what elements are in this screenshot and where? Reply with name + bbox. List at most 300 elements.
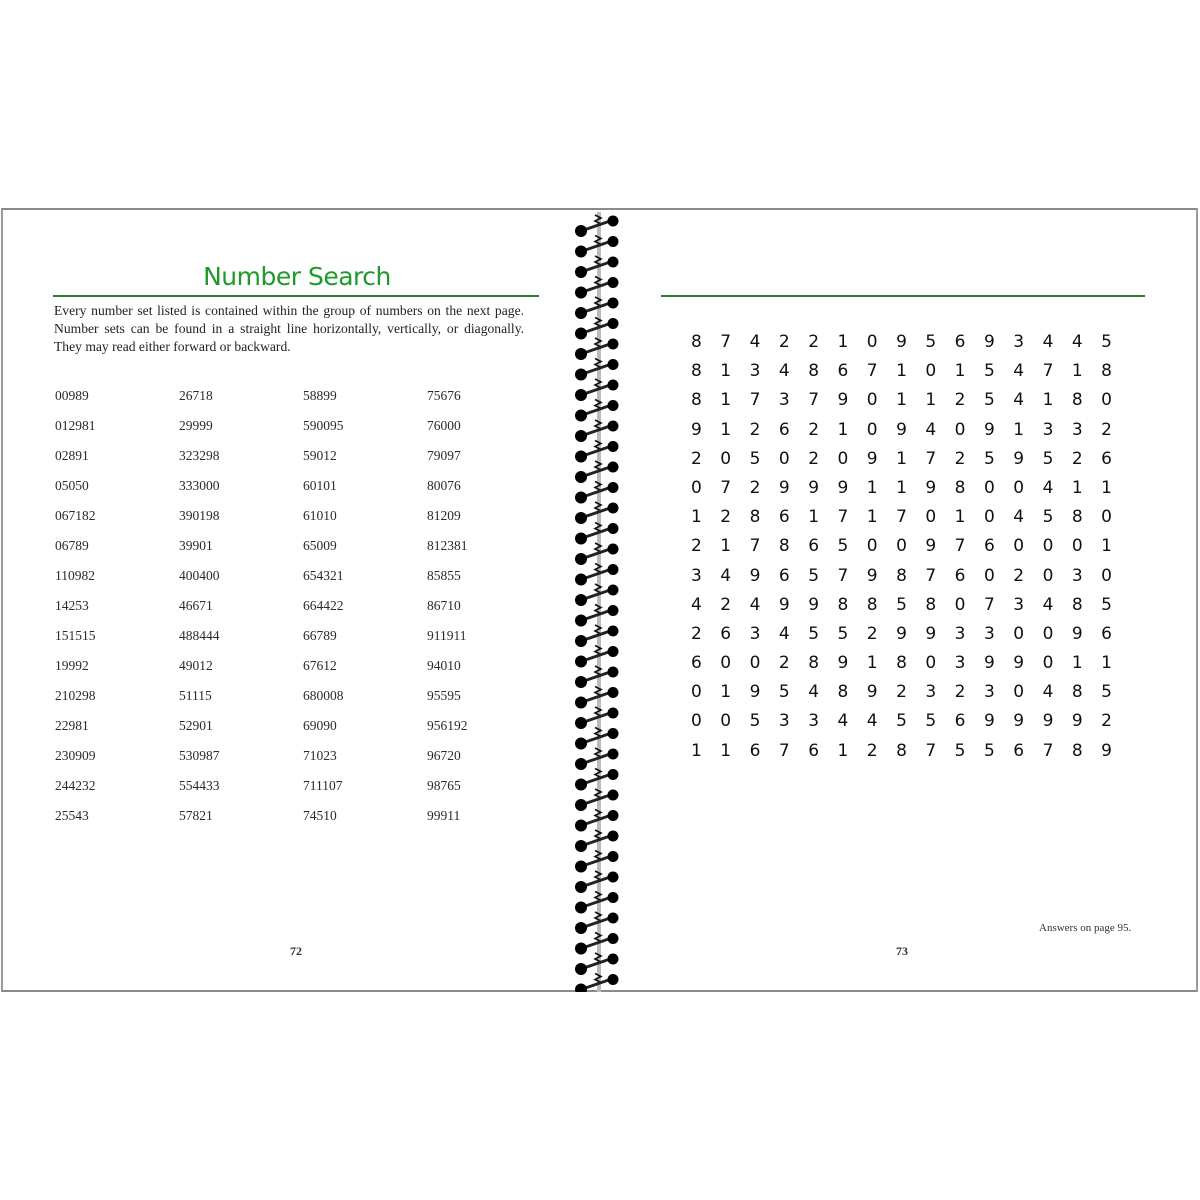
grid-digit: 2 xyxy=(1013,565,1025,586)
grid-digit: 6 xyxy=(778,507,790,528)
number-set: 654321 xyxy=(303,568,344,583)
grid-digit: 1 xyxy=(954,507,966,528)
spiral-coil xyxy=(575,564,619,586)
grid-digit: 8 xyxy=(1101,361,1112,382)
spiral-coil xyxy=(575,707,619,729)
number-set: 02891 xyxy=(55,448,89,463)
number-set: 012981 xyxy=(55,418,96,433)
header-rule xyxy=(661,295,1145,297)
grid-digit: 4 xyxy=(837,711,849,732)
grid-digit: 8 xyxy=(1071,740,1083,761)
instructions: Every number set listed is contained within the group of numbers on the next page. Number sets can be found in a straight line horizontally, vertically, or diagonally. They may read either forward or backward. xyxy=(54,303,524,354)
number-set: 80076 xyxy=(427,478,461,493)
number-set: 95595 xyxy=(427,688,461,703)
grid-digit: 3 xyxy=(1071,419,1083,440)
grid-digit: 1 xyxy=(720,390,732,411)
number-set: 99911 xyxy=(427,808,461,823)
spiral-coil xyxy=(575,810,619,832)
number-set: 65009 xyxy=(303,538,337,553)
spiral-binding xyxy=(565,212,625,992)
number-set: 00989 xyxy=(55,388,89,403)
grid-digit: 3 xyxy=(1071,565,1083,586)
grid-digit: 0 xyxy=(896,536,907,557)
grid-digit: 7 xyxy=(1042,740,1054,761)
grid-digit: 1 xyxy=(720,419,732,440)
grid-digit: 4 xyxy=(1013,361,1025,382)
grid-digit: 1 xyxy=(1013,419,1025,440)
grid-digit: 8 xyxy=(1071,594,1083,615)
grid-digit: 2 xyxy=(808,448,820,469)
grid-digit: 3 xyxy=(778,711,790,732)
grid-digit: 2 xyxy=(808,419,820,440)
grid-digit: 3 xyxy=(983,623,995,644)
grid-digit: 0 xyxy=(925,653,937,674)
spiral-coil xyxy=(575,933,619,955)
grid-digit: 9 xyxy=(896,623,907,644)
grid-digit: 9 xyxy=(896,332,907,352)
grid-digit: 0 xyxy=(1042,536,1054,557)
grid-digit: 0 xyxy=(1042,623,1054,644)
grid-digit: 8 xyxy=(896,565,907,586)
grid-digit: 7 xyxy=(808,390,820,411)
grid-digit: 9 xyxy=(896,419,907,440)
grid-digit: 1 xyxy=(954,361,966,382)
number-set: 74510 xyxy=(303,808,337,823)
number-set: 86710 xyxy=(427,598,461,613)
number-set: 711107 xyxy=(303,778,343,793)
number-set: 19992 xyxy=(55,658,89,673)
grid-digit: 3 xyxy=(749,361,761,382)
grid-digit: 1 xyxy=(1101,653,1112,674)
number-set: 75676 xyxy=(427,388,461,403)
grid-digit: 7 xyxy=(896,507,907,528)
grid-digit: 6 xyxy=(954,711,966,732)
grid-digit: 2 xyxy=(1101,711,1112,732)
spiral-coil xyxy=(575,543,619,565)
grid-digit: 5 xyxy=(808,565,820,586)
grid-digit: 1 xyxy=(896,448,907,469)
grid-digit: 0 xyxy=(1042,653,1054,674)
grid-digit: 1 xyxy=(837,419,849,440)
title-rule xyxy=(53,295,539,297)
grid-digit: 7 xyxy=(778,740,790,761)
grid-digit: 8 xyxy=(896,653,907,674)
number-set: 58899 xyxy=(303,388,337,403)
grid-digit: 1 xyxy=(1071,653,1083,674)
grid-digit: 0 xyxy=(866,332,878,352)
grid-digit: 2 xyxy=(866,623,878,644)
spiral-coil xyxy=(575,584,619,606)
spiral-coil xyxy=(575,379,619,401)
grid-digit: 3 xyxy=(954,653,966,674)
number-set: 60101 xyxy=(303,478,337,493)
grid-digit: 5 xyxy=(1101,682,1112,703)
grid-digit: 0 xyxy=(1013,536,1025,557)
grid-digit: 7 xyxy=(720,332,732,352)
number-set: 333000 xyxy=(179,478,220,493)
grid-digit: 4 xyxy=(1042,332,1054,352)
grid-digit: 9 xyxy=(983,711,995,732)
number-set: 230909 xyxy=(55,748,96,763)
grid-digit: 5 xyxy=(749,448,761,469)
grid-digit: 6 xyxy=(1013,740,1025,761)
grid-digit: 3 xyxy=(1013,332,1025,352)
number-set: 911911 xyxy=(427,628,467,643)
grid-digit: 0 xyxy=(925,507,937,528)
page-number: 73 xyxy=(896,944,908,958)
grid-digit: 1 xyxy=(1042,390,1054,411)
grid-digit: 9 xyxy=(837,390,849,411)
grid-digit: 7 xyxy=(983,594,995,615)
number-set: 81209 xyxy=(427,508,461,523)
number-set: 59012 xyxy=(303,448,337,463)
grid-digit: 8 xyxy=(1071,507,1083,528)
number-set: 66789 xyxy=(303,628,337,643)
number-set: 61010 xyxy=(303,508,337,523)
spiral-coil xyxy=(575,236,619,258)
grid-digit: 5 xyxy=(925,332,937,352)
grid-digit: 8 xyxy=(691,361,702,382)
grid-digit: 9 xyxy=(1101,740,1112,761)
grid-digit: 9 xyxy=(866,682,878,703)
grid-digit: 8 xyxy=(925,594,937,615)
grid-digit: 1 xyxy=(691,507,702,528)
number-set: 22981 xyxy=(55,718,89,733)
number-set: 67612 xyxy=(303,658,337,673)
grid-digit: 4 xyxy=(866,711,878,732)
grid-digit: 1 xyxy=(720,682,732,703)
grid-digit: 9 xyxy=(1013,711,1025,732)
grid-digit: 0 xyxy=(866,536,878,557)
grid-digit: 7 xyxy=(837,507,849,528)
grid-digit: 0 xyxy=(691,682,702,703)
grid-digit: 0 xyxy=(954,594,966,615)
number-set: 06789 xyxy=(55,538,89,553)
grid-digit: 6 xyxy=(749,740,761,761)
spiral-coil xyxy=(575,851,619,873)
spiral-coil xyxy=(575,871,619,893)
grid-digit: 0 xyxy=(1013,477,1025,498)
grid-digit: 5 xyxy=(983,361,995,382)
spiral-coil xyxy=(575,338,619,360)
grid-digit: 1 xyxy=(808,507,820,528)
grid-digit: 9 xyxy=(1071,711,1083,732)
grid-digit: 9 xyxy=(808,477,820,498)
grid-digit: 2 xyxy=(896,682,907,703)
right-page xyxy=(613,210,1200,990)
grid-digit: 2 xyxy=(720,594,732,615)
grid-digit: 1 xyxy=(1101,536,1112,557)
grid-digit: 7 xyxy=(1042,361,1054,382)
grid-digit: 4 xyxy=(1013,390,1025,411)
spiral-coil xyxy=(575,297,619,319)
grid-digit: 9 xyxy=(1071,623,1083,644)
number-set: 244232 xyxy=(55,778,96,793)
grid-digit: 5 xyxy=(925,711,937,732)
number-set: 067182 xyxy=(55,508,96,523)
grid-digit: 4 xyxy=(925,419,937,440)
grid-digit: 2 xyxy=(778,332,790,352)
spiral-coil xyxy=(575,441,619,463)
grid-digit: 2 xyxy=(778,653,790,674)
grid-digit: 0 xyxy=(1013,623,1025,644)
grid-digit: 9 xyxy=(866,448,878,469)
grid-digit: 0 xyxy=(954,419,966,440)
number-set: 323298 xyxy=(179,448,220,463)
number-set: 51115 xyxy=(179,688,212,703)
grid-digit: 9 xyxy=(1013,448,1025,469)
spiral-coil xyxy=(575,666,619,688)
number-set: 110982 xyxy=(55,568,95,583)
number-set: 664422 xyxy=(303,598,344,613)
grid-digit: 3 xyxy=(749,623,761,644)
number-grid xyxy=(691,332,1130,770)
grid-digit: 3 xyxy=(983,682,995,703)
grid-digit: 0 xyxy=(1101,565,1112,586)
number-set: 390198 xyxy=(179,508,220,523)
grid-digit: 7 xyxy=(749,390,761,411)
grid-digit: 1 xyxy=(866,653,878,674)
grid-digit: 2 xyxy=(866,740,878,761)
grid-digit: 0 xyxy=(866,390,878,411)
grid-digit: 5 xyxy=(749,711,761,732)
left-page xyxy=(3,210,583,990)
grid-digit: 0 xyxy=(925,361,937,382)
spiral-coil xyxy=(575,420,619,442)
spiral-coil xyxy=(575,502,619,524)
grid-digit: 9 xyxy=(691,419,702,440)
grid-digit: 8 xyxy=(808,361,820,382)
grid-digit: 2 xyxy=(749,477,761,498)
grid-digit: 8 xyxy=(837,682,849,703)
grid-digit: 0 xyxy=(778,448,790,469)
grid-digit: 6 xyxy=(808,536,820,557)
number-set-list xyxy=(55,388,535,838)
grid-digit: 7 xyxy=(837,565,849,586)
spiral-coil xyxy=(575,687,619,709)
grid-digit: 8 xyxy=(691,390,702,411)
grid-digit: 0 xyxy=(866,419,878,440)
number-set: 812381 xyxy=(427,538,468,553)
grid-digit: 5 xyxy=(896,711,907,732)
grid-digit: 5 xyxy=(837,623,849,644)
number-set: 488444 xyxy=(179,628,220,643)
grid-digit: 9 xyxy=(925,536,937,557)
number-set: 680008 xyxy=(303,688,344,703)
grid-digit: 9 xyxy=(778,477,790,498)
spiral-coil xyxy=(575,830,619,852)
grid-digit: 0 xyxy=(720,653,732,674)
grid-digit: 6 xyxy=(1101,623,1112,644)
grid-digit: 1 xyxy=(720,536,732,557)
grid-digit: 7 xyxy=(925,565,937,586)
grid-digit: 5 xyxy=(983,448,995,469)
number-set: 26718 xyxy=(179,388,213,403)
grid-digit: 0 xyxy=(720,448,732,469)
number-set: 590095 xyxy=(303,418,344,433)
grid-digit: 2 xyxy=(691,536,702,557)
grid-digit: 1 xyxy=(896,390,907,411)
spiral-coil xyxy=(575,974,619,993)
grid-digit: 8 xyxy=(1071,682,1083,703)
number-set: 210298 xyxy=(55,688,96,703)
grid-digit: 3 xyxy=(925,682,937,703)
grid-digit: 9 xyxy=(837,653,849,674)
number-set: 956192 xyxy=(427,718,468,733)
grid-digit: 6 xyxy=(983,536,995,557)
grid-digit: 5 xyxy=(808,623,820,644)
grid-digit: 1 xyxy=(691,740,702,761)
grid-digit: 2 xyxy=(1071,448,1083,469)
grid-digit: 4 xyxy=(1042,477,1054,498)
grid-digit: 9 xyxy=(749,565,761,586)
grid-digit: 8 xyxy=(954,477,966,498)
grid-digit: 4 xyxy=(1013,507,1025,528)
grid-digit: 4 xyxy=(749,332,761,352)
grid-digit: 5 xyxy=(983,390,995,411)
grid-digit: 0 xyxy=(1042,565,1054,586)
number-set: 14253 xyxy=(55,598,89,613)
grid-digit: 7 xyxy=(925,448,937,469)
grid-digit: 0 xyxy=(1101,390,1112,411)
grid-digit: 7 xyxy=(720,477,732,498)
grid-digit: 3 xyxy=(1042,419,1054,440)
grid-digit: 6 xyxy=(837,361,849,382)
number-set: 151515 xyxy=(55,628,96,643)
grid-digit: 7 xyxy=(866,361,878,382)
number-set: 71023 xyxy=(303,748,337,763)
grid-digit: 1 xyxy=(720,740,732,761)
grid-digit: 2 xyxy=(691,623,702,644)
grid-digit: 4 xyxy=(749,594,761,615)
grid-digit: 8 xyxy=(691,332,702,352)
number-set: 400400 xyxy=(179,568,220,583)
grid-digit: 9 xyxy=(808,594,820,615)
grid-digit: 2 xyxy=(749,419,761,440)
grid-digit: 0 xyxy=(1071,536,1083,557)
spiral-coil xyxy=(575,461,619,483)
page-number: 72 xyxy=(290,944,302,958)
grid-digit: 4 xyxy=(720,565,732,586)
grid-digit: 8 xyxy=(1071,390,1083,411)
number-set: 25543 xyxy=(55,808,89,823)
spiral-coil xyxy=(575,482,619,504)
grid-digit: 3 xyxy=(1013,594,1025,615)
grid-digit: 4 xyxy=(1042,594,1054,615)
grid-digit: 7 xyxy=(749,536,761,557)
spiral-coil xyxy=(575,912,619,934)
grid-digit: 9 xyxy=(866,565,878,586)
spiral-coil xyxy=(575,769,619,791)
grid-digit: 4 xyxy=(1071,332,1083,352)
number-set: 554433 xyxy=(179,778,220,793)
grid-digit: 6 xyxy=(954,332,966,352)
number-set: 79097 xyxy=(427,448,461,463)
grid-digit: 9 xyxy=(778,594,790,615)
grid-digit: 9 xyxy=(749,682,761,703)
grid-digit: 8 xyxy=(778,536,790,557)
grid-digit: 6 xyxy=(778,419,790,440)
grid-digit: 2 xyxy=(954,682,966,703)
grid-digit: 0 xyxy=(983,507,995,528)
grid-digit: 5 xyxy=(1101,332,1112,352)
grid-digit: 6 xyxy=(691,653,702,674)
number-set: 49012 xyxy=(179,658,213,673)
grid-digit: 1 xyxy=(866,477,878,498)
grid-digit: 5 xyxy=(983,740,995,761)
grid-digit: 3 xyxy=(778,390,790,411)
grid-digit: 0 xyxy=(983,565,995,586)
number-set: 85855 xyxy=(427,568,461,583)
spiral-coil xyxy=(575,215,619,237)
grid-digit: 9 xyxy=(983,419,995,440)
grid-digit: 8 xyxy=(896,740,907,761)
spiral-coil xyxy=(575,605,619,627)
grid-digit: 5 xyxy=(1042,448,1054,469)
grid-digit: 1 xyxy=(1071,477,1083,498)
grid-digit: 1 xyxy=(837,740,849,761)
grid-digit: 4 xyxy=(1042,682,1054,703)
grid-digit: 1 xyxy=(925,390,937,411)
grid-digit: 6 xyxy=(720,623,732,644)
grid-digit: 0 xyxy=(691,711,702,732)
number-set: 94010 xyxy=(427,658,461,673)
grid-digit: 3 xyxy=(691,565,702,586)
grid-digit: 2 xyxy=(691,448,702,469)
grid-digit: 6 xyxy=(778,565,790,586)
number-set: 52901 xyxy=(179,718,213,733)
grid-digit: 0 xyxy=(749,653,761,674)
grid-digit: 0 xyxy=(1013,682,1025,703)
spiral-coil xyxy=(575,789,619,811)
spiral-coil xyxy=(575,359,619,381)
spiral-coil xyxy=(575,256,619,278)
grid-digit: 4 xyxy=(778,623,790,644)
grid-digit: 1 xyxy=(1071,361,1083,382)
grid-digit: 6 xyxy=(1101,448,1112,469)
grid-digit: 7 xyxy=(925,740,937,761)
spiral-coil xyxy=(575,625,619,647)
spiral-coil xyxy=(575,277,619,299)
grid-digit: 9 xyxy=(837,477,849,498)
grid-digit: 9 xyxy=(1013,653,1025,674)
grid-digit: 1 xyxy=(720,361,732,382)
grid-digit: 3 xyxy=(954,623,966,644)
grid-digit: 9 xyxy=(983,332,995,352)
grid-digit: 5 xyxy=(1101,594,1112,615)
grid-digit: 9 xyxy=(1042,711,1054,732)
grid-digit: 0 xyxy=(720,711,732,732)
grid-digit: 3 xyxy=(808,711,820,732)
spiral-coil xyxy=(575,748,619,770)
spiral-coil xyxy=(575,523,619,545)
number-set: 39901 xyxy=(179,538,213,553)
grid-digit: 1 xyxy=(896,477,907,498)
grid-digit: 1 xyxy=(837,332,849,352)
page-title: Number Search xyxy=(203,262,391,291)
grid-digit: 0 xyxy=(983,477,995,498)
grid-digit: 2 xyxy=(954,448,966,469)
grid-digit: 1 xyxy=(1101,477,1112,498)
grid-digit: 0 xyxy=(1101,507,1112,528)
grid-digit: 8 xyxy=(808,653,820,674)
number-set: 98765 xyxy=(427,778,461,793)
grid-digit: 9 xyxy=(925,623,937,644)
number-set: 76000 xyxy=(427,418,461,433)
grid-digit: 5 xyxy=(954,740,966,761)
number-set: 05050 xyxy=(55,478,89,493)
grid-digit: 8 xyxy=(866,594,878,615)
